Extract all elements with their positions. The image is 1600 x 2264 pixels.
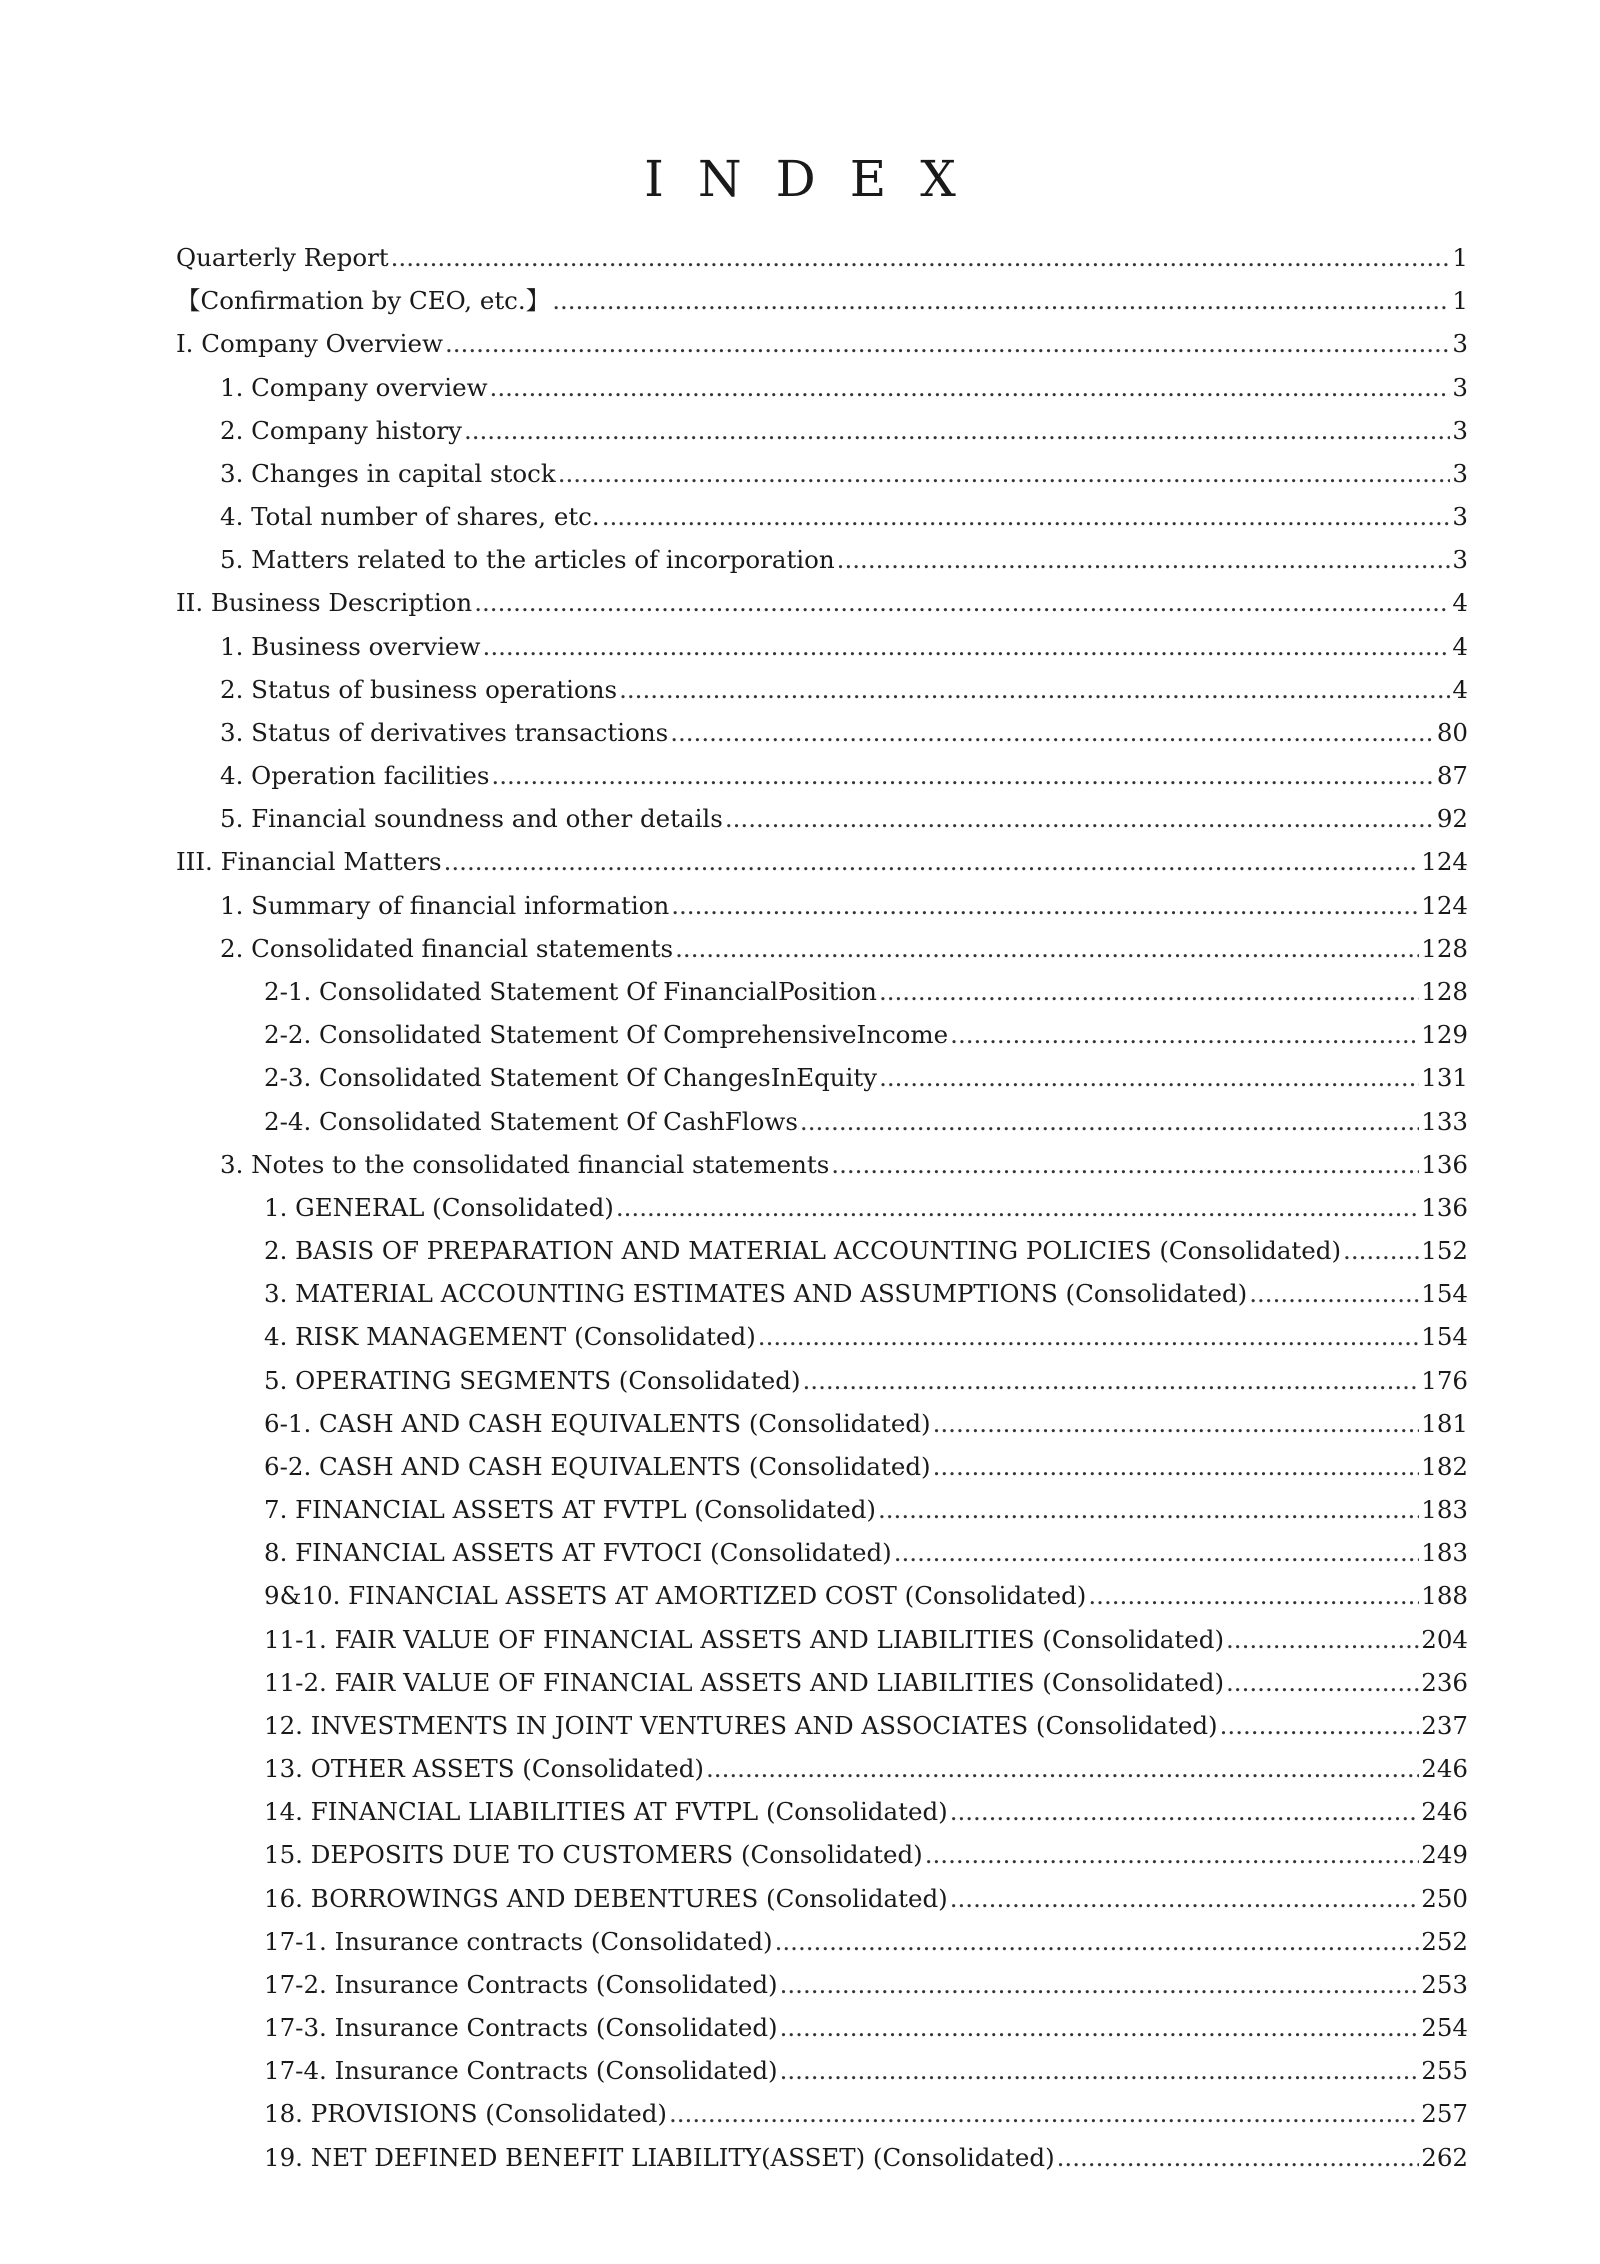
dot-leader [780,1963,1420,2006]
toc-entry-label: 19. NET DEFINED BENEFIT LIABILITY(ASSET) (Consolidated) [264,2142,1055,2172]
toc-entry[interactable] [176,927,1468,970]
dot-leader [1220,1704,1420,1747]
dot-leader [950,1877,1420,1920]
toc-entry-label: 3. MATERIAL ACCOUNTING ESTIMATES AND ASSUMPTIONS (Consolidated) [264,1279,1248,1309]
page-title: INDEX [644,150,990,208]
toc-entry[interactable] [176,322,1468,365]
toc-entry-label: 4. RISK MANAGEMENT (Consolidated) [264,1322,756,1352]
toc-entry-page-number: 4 [1452,588,1468,618]
dot-leader [775,1920,1420,1963]
toc-entry[interactable] [176,279,1468,322]
toc-entry[interactable] [176,1229,1468,1272]
toc-entry[interactable] [176,452,1468,495]
toc-entry-page-number: 1 [1452,286,1468,316]
toc-entry-page-number: 4 [1452,631,1468,661]
toc-entry-page-number: 92 [1436,804,1468,834]
toc-entry-page-number: 128 [1421,977,1468,1006]
dot-leader [878,1488,1419,1531]
toc-entry[interactable] [176,711,1468,754]
toc-entry[interactable] [176,884,1468,927]
toc-entry-label: 3. Notes to the consolidated financial statements [220,1149,830,1179]
toc-entry-label: 8. FINANCIAL ASSETS AT FVTOCI (Consolidated) [264,1538,892,1568]
toc-entry-page-number: 131 [1421,1063,1468,1093]
dot-leader [671,884,1419,927]
toc-entry-label: 3. Changes in capital stock [220,458,556,488]
toc-entry-label: 13. OTHER ASSETS (Consolidated) [264,1754,704,1784]
dot-leader [445,322,1450,365]
toc-entry-page-number: 152 [1421,1236,1468,1266]
dot-leader [483,625,1451,668]
toc-entry-page-number: 3 [1452,502,1468,532]
dot-leader [670,711,1435,754]
dot-leader [800,1100,1419,1143]
dot-leader [894,1531,1420,1574]
dot-leader [1088,1574,1419,1617]
toc-entry[interactable] [176,625,1468,668]
toc-entry-label: 16. BORROWINGS AND DEBENTURES (Consolidated) [264,1883,948,1913]
toc-entry-page-number: 253 [1421,1969,1468,1999]
dot-leader [1226,1661,1419,1704]
toc-entry-page-number: 246 [1421,1797,1468,1827]
toc-entry-page-number: 3 [1452,545,1468,575]
toc-entry-page-number: 254 [1421,2013,1468,2043]
toc-entry[interactable] [176,1574,1468,1617]
dot-leader [925,1833,1420,1876]
toc-entry[interactable] [176,1747,1468,1790]
toc-entry[interactable] [176,2006,1468,2049]
toc-entry-page-number: 3 [1452,458,1468,488]
toc-entry[interactable] [176,1056,1468,1099]
toc-entry-page-number: 3 [1452,372,1468,402]
toc-entry[interactable] [176,1186,1468,1229]
toc-entry-page-number: 252 [1421,1926,1468,1956]
dot-leader [1057,2136,1420,2179]
toc-entry[interactable] [176,1358,1468,1401]
toc-entry-page-number: 129 [1421,1020,1468,1050]
toc-entry[interactable] [176,1315,1468,1358]
toc-entry-page-number: 183 [1421,1538,1468,1568]
dot-leader [602,495,1451,538]
toc-entry-label: 11-1. FAIR VALUE OF FINANCIAL ASSETS AND LIABILITIES (Consolidated) [264,1624,1224,1654]
dot-leader [1343,1229,1419,1272]
toc-entry-page-number: 182 [1421,1451,1468,1481]
toc-entry[interactable] [176,1963,1468,2006]
toc-entry-label: 【Confirmation by CEO, etc.】 [176,286,551,316]
toc-entry[interactable] [176,366,1468,409]
toc-entry-label: 6-2. CASH AND CASH EQUIVALENTS (Consolidated) [264,1451,931,1481]
toc-entry-label: 17-2. Insurance Contracts (Consolidated) [264,1969,778,1999]
toc-entry[interactable] [176,236,1468,279]
toc-entry-label: 5. OPERATING SEGMENTS (Consolidated) [264,1365,801,1395]
toc-entry-page-number: 124 [1421,847,1468,877]
dot-leader [619,668,1450,711]
dot-leader [1249,1272,1419,1315]
toc-entry-label: 7. FINANCIAL ASSETS AT FVTPL (Consolidated) [264,1495,876,1525]
toc-entry-page-number: 3 [1452,329,1468,359]
toc-entry-label: 2. BASIS OF PREPARATION AND MATERIAL ACCOUNTING POLICIES (Consolidated) [264,1236,1342,1266]
toc-entry-page-number: 87 [1436,761,1468,791]
toc-entry-label: 2-3. Consolidated Statement Of ChangesInEquity [264,1063,878,1093]
toc-entry-page-number: 133 [1421,1106,1468,1136]
dot-leader [706,1747,1419,1790]
toc-entry[interactable] [176,1704,1468,1747]
dot-leader [474,581,1450,624]
dot-leader [444,840,1420,883]
toc-entry-page-number: 128 [1421,933,1468,963]
dot-leader [803,1359,1420,1402]
toc-entry[interactable] [176,2136,1468,2179]
toc-entry[interactable] [176,1445,1468,1488]
toc-entry-page-number: 183 [1421,1495,1468,1525]
toc-entry-label: 1. Business overview [220,631,481,661]
toc-entry[interactable] [176,840,1468,883]
toc-entry-page-number: 176 [1421,1365,1468,1395]
dot-leader [758,1315,1419,1358]
toc-entry-page-number: 237 [1421,1710,1468,1740]
toc-entry[interactable] [176,1877,1468,1920]
toc-entry-page-number: 3 [1452,415,1468,445]
toc-entry-page-number: 262 [1421,2142,1468,2172]
toc-entry[interactable] [176,581,1468,624]
dot-leader [725,797,1435,840]
dot-leader [879,970,1419,1013]
toc-entry-page-number: 249 [1421,1840,1468,1870]
toc-entry-page-number: 136 [1421,1192,1468,1222]
dot-leader [669,2092,1419,2135]
dot-leader [464,409,1450,452]
toc-entry-label: III. Financial Matters [176,847,442,877]
toc-entry-label: 2-1. Consolidated Statement Of FinancialPosition [264,977,877,1006]
toc-entry-page-number: 250 [1421,1883,1468,1913]
toc-entry-label: 11-2. FAIR VALUE OF FINANCIAL ASSETS AND LIABILITIES (Consolidated) [264,1667,1224,1697]
toc-entry-label: 5. Matters related to the articles of incorporation [220,545,835,575]
toc-entry-label: 2. Company history [220,415,462,445]
toc-entry[interactable] [176,1488,1468,1531]
dot-leader [950,1790,1420,1833]
dot-leader [780,2006,1420,2049]
toc-entry[interactable] [176,495,1468,538]
toc-entry-page-number: 257 [1421,2099,1468,2129]
toc-entry[interactable] [176,1661,1468,1704]
dot-leader [558,452,1451,495]
table-of-contents [176,236,1468,2179]
toc-entry-page-number: 181 [1421,1408,1468,1438]
toc-entry-label: Quarterly Report [176,243,389,273]
toc-entry-label: 4. Total number of shares, etc. [220,502,600,532]
toc-entry[interactable] [176,1531,1468,1574]
toc-entry[interactable] [176,1099,1468,1142]
toc-entry-page-number: 124 [1421,890,1468,920]
dot-leader [552,279,1450,322]
toc-entry[interactable] [176,2092,1468,2135]
toc-entry-label: 3. Status of derivatives transactions [220,717,669,747]
toc-entry-label: 17-3. Insurance Contracts (Consolidated) [264,2013,778,2043]
toc-entry[interactable] [176,1272,1468,1315]
toc-entry[interactable] [176,797,1468,840]
toc-entry-label: 4. Operation facilities [220,761,490,791]
dot-leader [616,1186,1419,1229]
toc-entry-page-number: 136 [1421,1149,1468,1179]
toc-entry-page-number: 154 [1421,1322,1468,1352]
toc-entry[interactable] [176,1402,1468,1445]
toc-entry[interactable] [176,409,1468,452]
dot-leader [391,236,1451,279]
toc-entry-label: 2. Consolidated financial statements [220,933,674,963]
dot-leader [837,538,1451,581]
toc-entry-label: 1. Company overview [220,372,488,402]
toc-entry[interactable] [176,668,1468,711]
toc-entry-page-number: 255 [1421,2056,1468,2086]
toc-entry[interactable] [176,1618,1468,1661]
toc-entry[interactable] [176,1013,1468,1056]
toc-entry-page-number: 236 [1421,1667,1468,1697]
toc-entry[interactable] [176,1833,1468,1876]
dot-leader [491,754,1434,797]
toc-entry-page-number: 80 [1436,717,1468,747]
toc-entry-label: II. Business Description [176,588,473,618]
toc-entry-label: I. Company Overview [176,329,443,359]
toc-entry[interactable] [176,538,1468,581]
toc-entry-label: 12. INVESTMENTS IN JOINT VENTURES AND ASSOCIATES (Consolidated) [264,1710,1218,1740]
toc-entry-label: 2-4. Consolidated Statement Of CashFlows [264,1106,798,1136]
toc-entry-page-number: 4 [1452,674,1468,704]
dot-leader [933,1402,1420,1445]
toc-entry-page-number: 188 [1421,1581,1468,1611]
toc-entry[interactable] [176,2049,1468,2092]
toc-entry-label: 18. PROVISIONS (Consolidated) [264,2099,667,2129]
toc-entry-label: 6-1. CASH AND CASH EQUIVALENTS (Consolidated) [264,1408,931,1438]
dot-leader [780,2049,1420,2092]
toc-entry-label: 5. Financial soundness and other details [220,804,723,834]
toc-entry[interactable] [176,1920,1468,1963]
toc-entry-label: 14. FINANCIAL LIABILITIES AT FVTPL (Consolidated) [264,1797,948,1827]
dot-leader [675,927,1419,970]
toc-entry-page-number: 154 [1421,1279,1468,1309]
dot-leader [950,1013,1419,1056]
toc-entry-label: 1. GENERAL (Consolidated) [264,1192,614,1222]
toc-entry-page-number: 204 [1421,1624,1468,1654]
toc-entry-page-number: 246 [1421,1754,1468,1784]
toc-entry[interactable] [176,970,1468,1013]
toc-entry-page-number: 1 [1452,243,1468,273]
toc-entry-label: 15. DEPOSITS DUE TO CUSTOMERS (Consolidated) [264,1840,923,1870]
dot-leader [831,1143,1419,1186]
toc-entry-label: 1. Summary of financial information [220,890,670,920]
dot-leader [879,1056,1419,1099]
toc-entry[interactable] [176,754,1468,797]
toc-entry-label: 2. Status of business operations [220,674,618,704]
dot-leader [933,1445,1420,1488]
dot-leader [490,366,1451,409]
dot-leader [1226,1618,1419,1661]
toc-entry[interactable] [176,1143,1468,1186]
toc-entry[interactable] [176,1790,1468,1833]
toc-entry-label: 9&10. FINANCIAL ASSETS AT AMORTIZED COST (Consolidated) [264,1581,1087,1611]
toc-entry-label: 17-1. Insurance contracts (Consolidated) [264,1926,773,1956]
toc-entry-label: 17-4. Insurance Contracts (Consolidated) [264,2056,778,2086]
toc-entry-label: 2-2. Consolidated Statement Of ComprehensiveIncome [264,1020,949,1050]
